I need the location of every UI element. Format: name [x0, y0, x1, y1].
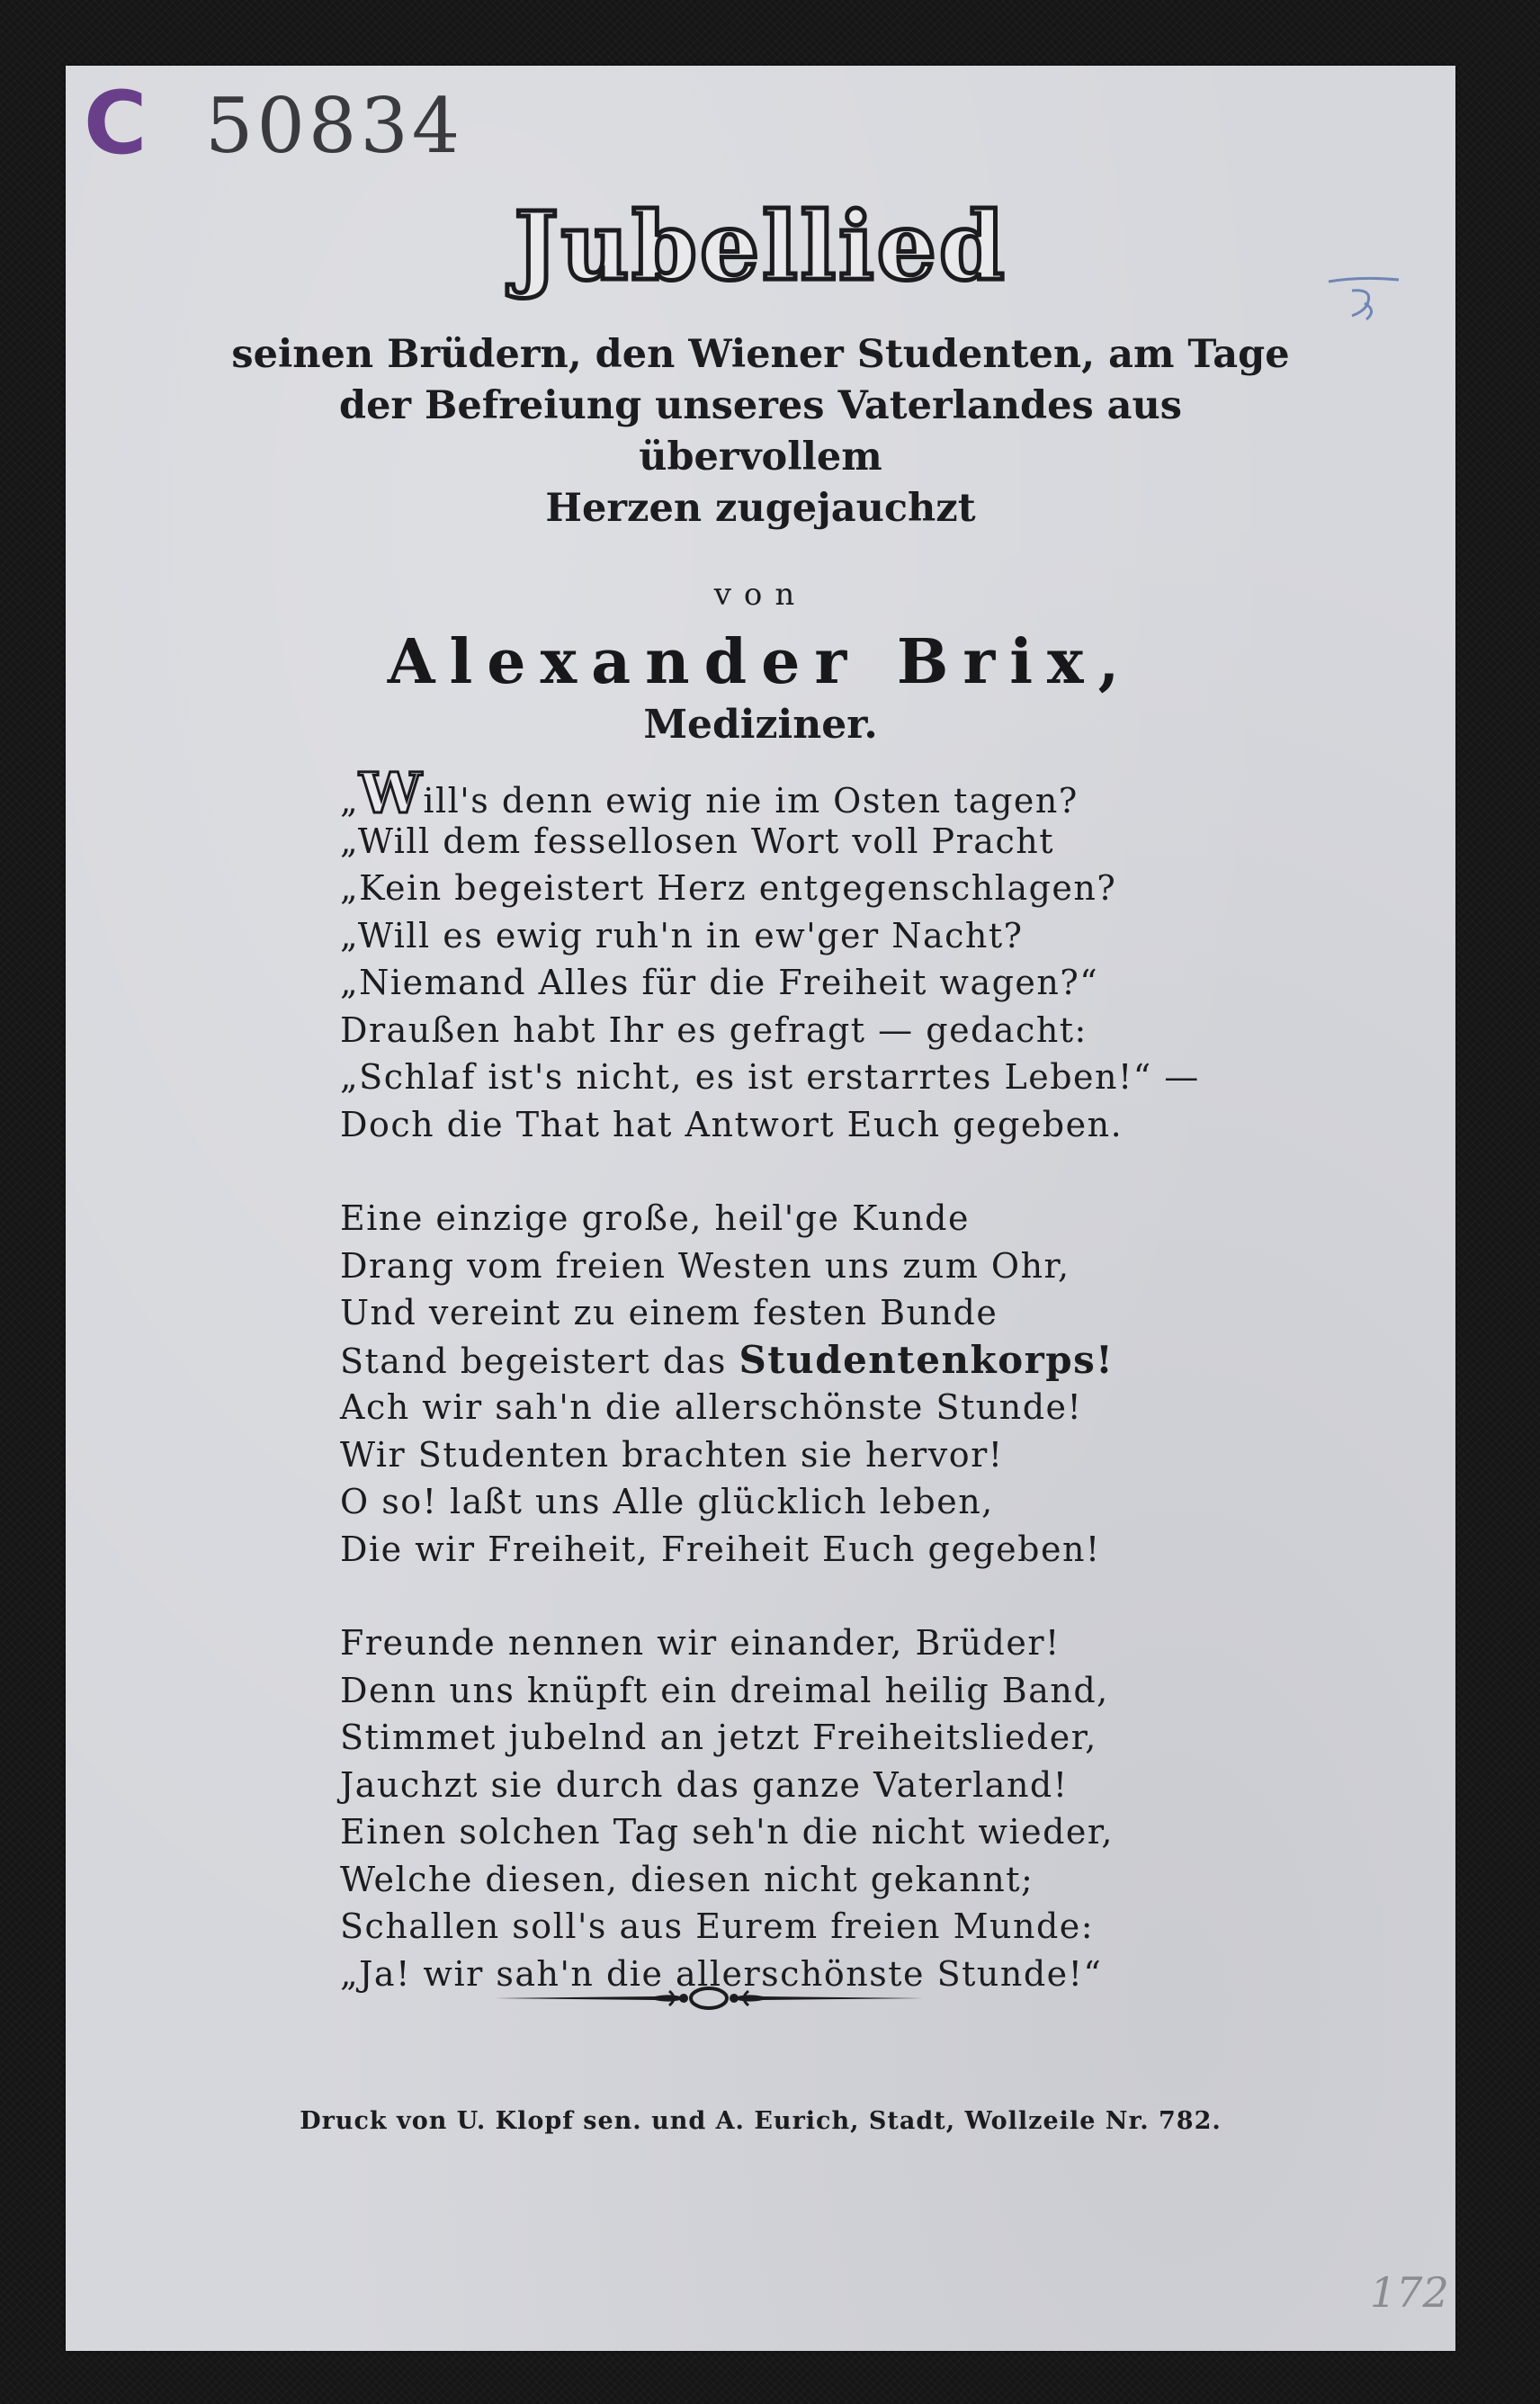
- stanza-1: [340, 760, 1222, 1148]
- poem-line-text: Stand begeistert das: [340, 1341, 739, 1381]
- archive-pencil-number: 172: [1370, 2268, 1449, 2317]
- subtitle: [228, 329, 1294, 534]
- poem-line: „Kein begeistert Herz entgegenschlagen?: [340, 868, 1117, 908]
- poem-line: Jauchzt sie durch das ganze Vaterland!: [340, 1764, 1069, 1805]
- poem-line: Und vereint zu einem festen Bunde: [340, 1293, 998, 1332]
- collection-stamp-number: 50834: [205, 82, 464, 170]
- poem-line: Schallen soll's aus Eurem freien Munde:: [340, 1906, 1095, 1946]
- author-profession: Mediziner.: [643, 702, 878, 748]
- page-title: Jubellied: [514, 191, 1007, 301]
- poem-line: Freunde nennen wir einander, Brüder!: [340, 1623, 1061, 1663]
- poem-line: „Ja! wir sah'n die allerschönste Stunde!“: [340, 1953, 1103, 1994]
- poem-line: Wir Studenten brachten sie hervor!: [340, 1434, 1004, 1475]
- poem-line: Ach wir sah'n die allerschönste Stunde!: [340, 1387, 1083, 1427]
- subtitle-line: der Befreiung unseres Vaterlandes aus übervollem: [339, 383, 1182, 480]
- poem-line: Stimmet jubelnd an jetzt Freiheitslieder,: [340, 1718, 1097, 1757]
- poem-line-text: ill's denn ewig nie im Osten tagen?: [423, 781, 1079, 821]
- poem-emphasis: Studentenkorps!: [739, 1337, 1115, 1382]
- poem-line: Denn uns knüpft ein dreimal heilig Band,: [340, 1670, 1109, 1710]
- poem-line: Einen solchen Tag seh'n die nicht wieder,: [340, 1812, 1114, 1852]
- author-name: Alexander Brix,: [387, 626, 1134, 698]
- stanza-2: [340, 1195, 1222, 1573]
- stanza-3: [340, 1619, 1222, 1997]
- poem-line: „Schlaf ist's nicht, es ist erstarrtes Leben!“ —: [340, 1057, 1200, 1097]
- poem-line: Eine einzige große, heil'ge Kunde: [340, 1198, 970, 1238]
- ornament-divider-icon: [493, 1980, 925, 2016]
- poem-line: Drang vom freien Westen uns zum Ohr,: [340, 1245, 1070, 1286]
- byline-von: von: [713, 577, 808, 613]
- poem-line: Die wir Freiheit, Freiheit Euch gegeben!: [340, 1529, 1101, 1569]
- poem-line: [340, 1337, 1222, 1385]
- subtitle-line: seinen Brüdern, den Wiener Studenten, am Tage: [231, 332, 1290, 377]
- poem-line: „Will's denn ewig nie im Osten tagen?: [340, 760, 1079, 826]
- broadside-sheet: [66, 66, 1455, 2351]
- subtitle-line: Herzen zugejauchzt: [545, 486, 976, 531]
- poem-line: Welche diesen, diesen nicht gekannt;: [340, 1859, 1034, 1899]
- printer-imprint: Druck von U. Klopf sen. und A. Eurich, Stadt, Wollzeile Nr. 782.: [300, 2107, 1222, 2135]
- poem-line: „Niemand Alles für die Freiheit wagen?“: [340, 963, 1099, 1002]
- poem-line: Draußen habt Ihr es gefragt — gedacht:: [340, 1009, 1088, 1050]
- poem-line: O so! laßt uns Alle glücklich leben,: [340, 1482, 994, 1521]
- poem: [340, 760, 1222, 1997]
- drop-cap: W: [359, 760, 424, 826]
- poem-line: „Will dem fessellosen Wort voll Pracht: [340, 821, 1054, 861]
- poem-line: „Will es ewig ruh'n in ew'ger Nacht?: [340, 915, 1024, 955]
- poem-line: Doch die That hat Antwort Euch gegeben.: [340, 1104, 1124, 1144]
- collection-stamp-letter: C: [84, 73, 148, 174]
